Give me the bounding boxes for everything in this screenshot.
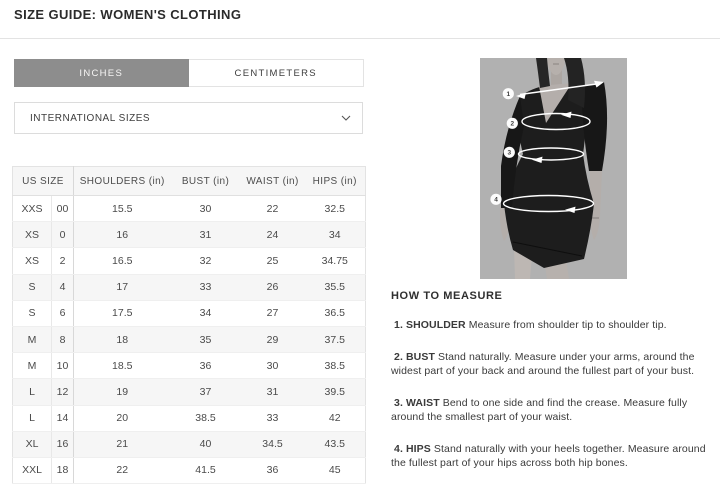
how-to-measure-section	[391, 290, 713, 488]
cell-shoulders: 18	[74, 326, 171, 352]
page-title: SIZE GUIDE: WOMEN'S CLOTHING	[14, 7, 242, 22]
cell-hips: 38.5	[305, 353, 366, 379]
cell-bust: 37	[171, 379, 241, 405]
step-text: Bend to one side and find the crease. Measure fully around the smallest part of your waist.	[391, 396, 688, 423]
step-label: 4. HIPS	[394, 442, 431, 455]
badge-number: 2	[510, 120, 515, 128]
chevron-down-icon	[341, 115, 351, 122]
cell-hips: 43.5	[305, 431, 366, 457]
cell-waist: 36	[241, 457, 305, 483]
cell-shoulders: 22	[74, 457, 171, 483]
size-chart-table	[12, 166, 366, 484]
tab-centimeters[interactable]: CENTIMETERS	[189, 59, 365, 87]
table-row	[13, 379, 366, 405]
cell-size-number: 12	[52, 379, 74, 405]
dropdown-selected-value: INTERNATIONAL SIZES	[30, 112, 151, 124]
measure-step-bust	[391, 350, 713, 379]
badge-number: 4	[494, 196, 498, 204]
cell-waist: 25	[241, 248, 305, 274]
tab-inches[interactable]: INCHES	[14, 59, 189, 87]
cell-size-number: 2	[52, 248, 74, 274]
cell-size-label: XXL	[13, 457, 52, 483]
cell-shoulders: 17.5	[74, 300, 171, 326]
cell-size-number: 0	[52, 222, 74, 248]
table-row	[13, 457, 366, 483]
cell-size-label: XS	[13, 248, 52, 274]
step-text: Stand naturally with your heels together. Measure around the fullest part of your hips across both hip bones.	[391, 442, 706, 469]
step-label: 3. WAIST	[394, 396, 440, 409]
table-row	[13, 405, 366, 431]
badge-number: 3	[507, 149, 512, 157]
international-sizes-dropdown[interactable]	[14, 102, 363, 134]
cell-size-number: 4	[52, 274, 74, 300]
cell-bust: 36	[171, 353, 241, 379]
cell-bust: 33	[171, 274, 241, 300]
cell-bust: 32	[171, 248, 241, 274]
measure-step-shoulder	[391, 318, 713, 333]
cell-shoulders: 16.5	[74, 248, 171, 274]
table-row	[13, 326, 366, 352]
measure-step-hips	[391, 442, 713, 471]
unit-tabs	[14, 59, 364, 87]
cell-size-number: 6	[52, 300, 74, 326]
cell-size-number: 18	[52, 457, 74, 483]
cell-waist: 27	[241, 300, 305, 326]
cell-size-label: XXS	[13, 196, 52, 222]
table-row	[13, 300, 366, 326]
cell-hips: 39.5	[305, 379, 366, 405]
cell-hips: 36.5	[305, 300, 366, 326]
step-label: 2. BUST	[394, 350, 435, 363]
cell-bust: 35	[171, 326, 241, 352]
cell-shoulders: 20	[74, 405, 171, 431]
cell-size-number: 14	[52, 405, 74, 431]
cell-shoulders: 18.5	[74, 353, 171, 379]
cell-shoulders: 16	[74, 222, 171, 248]
step-text: Measure from shoulder tip to shoulder tip.	[468, 319, 667, 331]
cell-waist: 30	[241, 353, 305, 379]
cell-size-label: L	[13, 379, 52, 405]
column-header-waist: WAIST (in)	[241, 167, 305, 196]
table-header-row	[13, 167, 366, 196]
cell-waist: 22	[241, 196, 305, 222]
table-row	[13, 353, 366, 379]
cell-size-label: M	[13, 326, 52, 352]
cell-size-label: S	[13, 300, 52, 326]
cell-size-number: 00	[52, 196, 74, 222]
cell-waist: 34.5	[241, 431, 305, 457]
cell-hips: 37.5	[305, 326, 366, 352]
cell-size-number: 10	[52, 353, 74, 379]
column-header-bust: BUST (in)	[171, 167, 241, 196]
cell-size-label: S	[13, 274, 52, 300]
cell-size-label: XL	[13, 431, 52, 457]
column-header-us-size: US SIZE	[13, 167, 74, 196]
cell-shoulders: 17	[74, 274, 171, 300]
cell-bust: 41.5	[171, 457, 241, 483]
measurement-figure-image	[480, 58, 627, 279]
title-divider	[0, 38, 720, 39]
cell-size-number: 8	[52, 326, 74, 352]
cell-hips: 45	[305, 457, 366, 483]
cell-waist: 26	[241, 274, 305, 300]
cell-hips: 32.5	[305, 196, 366, 222]
how-to-measure-heading: HOW TO MEASURE	[391, 290, 503, 302]
column-header-shoulders: SHOULDERS (in)	[74, 167, 171, 196]
cell-size-label: XS	[13, 222, 52, 248]
table-row	[13, 248, 366, 274]
cell-hips: 34.75	[305, 248, 366, 274]
cell-size-label: M	[13, 353, 52, 379]
cell-size-number: 16	[52, 431, 74, 457]
cell-bust: 30	[171, 196, 241, 222]
cell-shoulders: 19	[74, 379, 171, 405]
column-header-hips: HIPS (in)	[305, 167, 366, 196]
table-row	[13, 222, 366, 248]
step-text: Stand naturally. Measure under your arms, around the widest part of your back and around the fullest part of your bust.	[391, 350, 695, 377]
table-row	[13, 196, 366, 222]
cell-shoulders: 21	[74, 431, 171, 457]
cell-bust: 34	[171, 300, 241, 326]
cell-hips: 35.5	[305, 274, 366, 300]
table-row	[13, 274, 366, 300]
cell-waist: 33	[241, 405, 305, 431]
cell-shoulders: 15.5	[74, 196, 171, 222]
step-label: 1. SHOULDER	[394, 319, 466, 331]
cell-hips: 42	[305, 405, 366, 431]
cell-hips: 34	[305, 222, 366, 248]
cell-bust: 38.5	[171, 405, 241, 431]
cell-waist: 31	[241, 379, 305, 405]
cell-bust: 40	[171, 431, 241, 457]
cell-waist: 24	[241, 222, 305, 248]
cell-waist: 29	[241, 326, 305, 352]
table-row	[13, 431, 366, 457]
cell-bust: 31	[171, 222, 241, 248]
badge-number: 1	[506, 91, 511, 99]
measure-step-waist	[391, 396, 713, 425]
cell-size-label: L	[13, 405, 52, 431]
